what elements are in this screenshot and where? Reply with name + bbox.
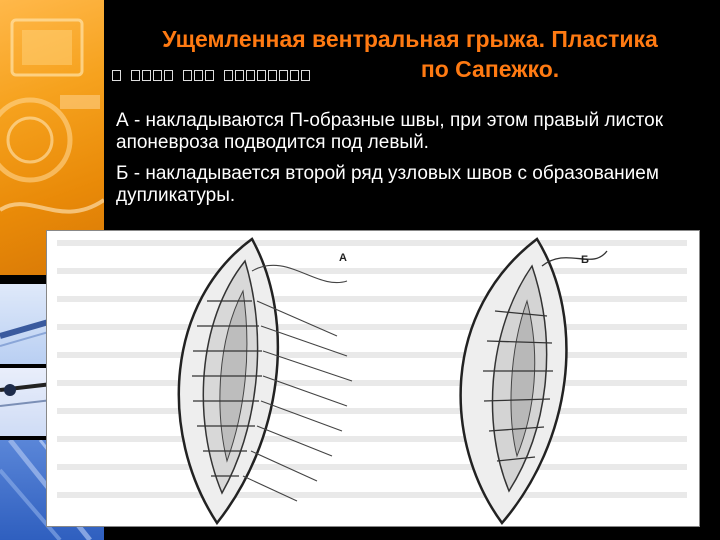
- title-line-1: Ущемленная вентральная грыжа. Пластика: [162, 26, 658, 52]
- paragraph-a: А - накладываются П-образные швы, при этом правый листок апоневроза подводится под левый.: [116, 110, 664, 153]
- glyph-box: [268, 70, 277, 81]
- glyph-group: [224, 70, 310, 81]
- glyph-box: [301, 70, 310, 81]
- glyph-box: [257, 70, 266, 81]
- glyph-box: [112, 70, 121, 81]
- glyph-box: [153, 70, 162, 81]
- title-line-2: по Сапежко.: [420, 56, 560, 82]
- placeholder-glyph-boxes: [112, 70, 310, 81]
- glyph-box: [131, 70, 140, 81]
- glyph-box: [235, 70, 244, 81]
- glyph-group: [131, 70, 173, 81]
- glyph-box: [224, 70, 233, 81]
- faded-background-text: [57, 243, 687, 495]
- glyph-group: [112, 70, 121, 81]
- glyph-box: [290, 70, 299, 81]
- glyph-box: [183, 70, 192, 81]
- glyph-box: [205, 70, 214, 81]
- surgical-illustration-svg: [47, 231, 699, 526]
- hernia-repair-illustration: [46, 230, 700, 527]
- glyph-box: [164, 70, 173, 81]
- glyph-group: [183, 70, 214, 81]
- figure-label-b: Б: [581, 254, 589, 266]
- glyph-box: [279, 70, 288, 81]
- glyph-box: [194, 70, 203, 81]
- glyph-box: [142, 70, 151, 81]
- paragraph-b: Б - накладывается второй ряд узловых швов с образованием дупликатуры.: [116, 163, 659, 206]
- slide-body: [116, 110, 716, 216]
- glyph-box: [246, 70, 255, 81]
- figure-label-a: А: [339, 252, 347, 264]
